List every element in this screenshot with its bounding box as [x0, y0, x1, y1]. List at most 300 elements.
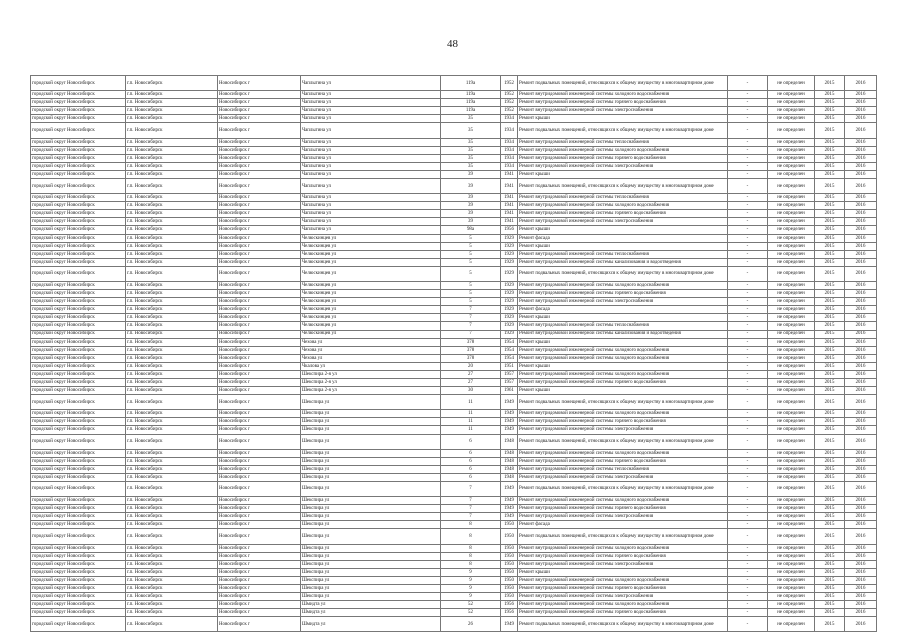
okrug-cell: городской округ Новосибирск [31, 250, 126, 258]
work-type-cell: Ремонт подвальных помещений, относящихся к общему имуществу в многоквартирном доме [518, 76, 728, 91]
city-cell: г.п. Новосибирск [126, 242, 218, 250]
locality-cell: Новосибирск г [218, 322, 301, 330]
work-type-cell: Ремонт внутридомовой инженерной системы горячего водоснабжения [518, 418, 728, 426]
volume-cell: - [728, 322, 768, 330]
street-cell: Челюскинцев ул [301, 314, 441, 322]
city-cell: г.п. Новосибирск [126, 513, 218, 521]
end-year-cell: 2016 [845, 362, 877, 370]
volume-cell: - [728, 234, 768, 242]
city-cell: г.п. Новосибирск [126, 314, 218, 322]
cost-cell: не определен [768, 298, 815, 306]
end-year-cell: 2016 [845, 298, 877, 306]
cost-cell: не определен [768, 194, 815, 202]
end-year-cell: 2016 [845, 123, 877, 138]
volume-cell: - [728, 146, 768, 154]
cost-cell: не определен [768, 290, 815, 298]
locality-cell: Новосибирск г [218, 138, 301, 146]
start-year-cell: 2015 [815, 497, 845, 505]
city-cell: г.п. Новосибирск [126, 609, 218, 617]
street-cell: Чаплыгина ул [301, 76, 441, 91]
table-row [31, 282, 877, 290]
locality-cell: Новосибирск г [218, 202, 301, 210]
build-year-cell: 1954 [501, 346, 518, 354]
build-year-cell: 1941 [501, 179, 518, 194]
work-type-cell: Ремонт внутридомовой инженерной системы теплоснабжения [518, 322, 728, 330]
okrug-cell: городской округ Новосибирск [31, 418, 126, 426]
okrug-cell: городской округ Новосибирск [31, 378, 126, 386]
end-year-cell: 2016 [845, 290, 877, 298]
work-type-cell: Ремонт крыши [518, 387, 728, 395]
house-number-cell: 39 [441, 218, 501, 226]
volume-cell: - [728, 76, 768, 91]
street-cell: Шекспира ул [301, 593, 441, 601]
table-row [31, 552, 877, 560]
city-cell: г.п. Новосибирск [126, 194, 218, 202]
okrug-cell: городской округ Новосибирск [31, 617, 126, 632]
end-year-cell: 2016 [845, 410, 877, 418]
build-year-cell: 1952 [501, 99, 518, 107]
build-year-cell: 1950 [501, 593, 518, 601]
locality-cell: Новосибирск г [218, 544, 301, 552]
locality-cell: Новосибирск г [218, 426, 301, 434]
table-row [31, 387, 877, 395]
house-number-cell: 5 [441, 258, 501, 266]
volume-cell: - [728, 418, 768, 426]
build-year-cell: 1929 [501, 258, 518, 266]
end-year-cell: 2016 [845, 465, 877, 473]
work-type-cell: Ремонт внутридомовой инженерной системы холодного водоснабжения [518, 91, 728, 99]
locality-cell: Новосибирск г [218, 99, 301, 107]
locality-cell: Новосибирск г [218, 242, 301, 250]
start-year-cell: 2015 [815, 138, 845, 146]
volume-cell: - [728, 465, 768, 473]
start-year-cell: 2015 [815, 426, 845, 434]
house-number-cell: 11 [441, 410, 501, 418]
build-year-cell: 1950 [501, 544, 518, 552]
start-year-cell: 2015 [815, 395, 845, 410]
city-cell: г.п. Новосибирск [126, 290, 218, 298]
locality-cell: Новосибирск г [218, 362, 301, 370]
house-number-cell: 378 [441, 346, 501, 354]
okrug-cell: городской округ Новосибирск [31, 210, 126, 218]
volume-cell: - [728, 218, 768, 226]
table-row [31, 330, 877, 338]
city-cell: г.п. Новосибирск [126, 497, 218, 505]
table-row [31, 449, 877, 457]
street-cell: Челюскинцев ул [301, 266, 441, 281]
table-row [31, 298, 877, 306]
street-cell: Челюскинцев ул [301, 242, 441, 250]
house-number-cell: 35 [441, 138, 501, 146]
end-year-cell: 2016 [845, 314, 877, 322]
okrug-cell: городской округ Новосибирск [31, 465, 126, 473]
table-row [31, 560, 877, 568]
volume-cell: - [728, 330, 768, 338]
volume-cell: - [728, 529, 768, 544]
work-type-cell: Ремонт крыши [518, 314, 728, 322]
start-year-cell: 2015 [815, 568, 845, 576]
okrug-cell: городской округ Новосибирск [31, 234, 126, 242]
start-year-cell: 2015 [815, 346, 845, 354]
start-year-cell: 2015 [815, 585, 845, 593]
start-year-cell: 2015 [815, 560, 845, 568]
work-type-cell: Ремонт внутридомовой инженерной системы холодного водоснабжения [518, 370, 728, 378]
city-cell: г.п. Новосибирск [126, 362, 218, 370]
build-year-cell: 1949 [501, 505, 518, 513]
volume-cell: - [728, 242, 768, 250]
build-year-cell: 1950 [501, 560, 518, 568]
start-year-cell: 2015 [815, 298, 845, 306]
start-year-cell: 2015 [815, 242, 845, 250]
cost-cell: не определен [768, 362, 815, 370]
table-row [31, 226, 877, 234]
volume-cell: - [728, 387, 768, 395]
city-cell: г.п. Новосибирск [126, 322, 218, 330]
house-number-cell: 5 [441, 234, 501, 242]
end-year-cell: 2016 [845, 395, 877, 410]
start-year-cell: 2015 [815, 226, 845, 234]
start-year-cell: 2015 [815, 194, 845, 202]
table-row [31, 457, 877, 465]
table-row [31, 521, 877, 529]
city-cell: г.п. Новосибирск [126, 306, 218, 314]
build-year-cell: 1934 [501, 138, 518, 146]
table-row [31, 154, 877, 162]
locality-cell: Новосибирск г [218, 457, 301, 465]
end-year-cell: 2016 [845, 162, 877, 170]
city-cell: г.п. Новосибирск [126, 505, 218, 513]
cost-cell: не определен [768, 146, 815, 154]
house-number-cell: 52 [441, 609, 501, 617]
end-year-cell: 2016 [845, 576, 877, 584]
volume-cell: - [728, 346, 768, 354]
table-row [31, 170, 877, 178]
locality-cell: Новосибирск г [218, 314, 301, 322]
build-year-cell: 1948 [501, 449, 518, 457]
work-type-cell: Ремонт внутридомовой инженерной системы горячего водоснабжения [518, 99, 728, 107]
table-row [31, 529, 877, 544]
table-row [31, 544, 877, 552]
locality-cell: Новосибирск г [218, 497, 301, 505]
okrug-cell: городской округ Новосибирск [31, 529, 126, 544]
start-year-cell: 2015 [815, 250, 845, 258]
start-year-cell: 2015 [815, 179, 845, 194]
build-year-cell: 1949 [501, 617, 518, 632]
end-year-cell: 2016 [845, 609, 877, 617]
end-year-cell: 2016 [845, 91, 877, 99]
build-year-cell: 1950 [501, 585, 518, 593]
end-year-cell: 2016 [845, 617, 877, 632]
work-type-cell: Ремонт внутридомовой инженерной системы электроснабжения [518, 107, 728, 115]
city-cell: г.п. Новосибирск [126, 338, 218, 346]
build-year-cell: 1956 [501, 226, 518, 234]
table-row [31, 242, 877, 250]
end-year-cell: 2016 [845, 505, 877, 513]
work-type-cell: Ремонт подвальных помещений, относящихся к общему имуществу в многоквартирном доме [518, 123, 728, 138]
volume-cell: - [728, 568, 768, 576]
house-number-cell: 119а [441, 76, 501, 91]
work-type-cell: Ремонт внутридомовой инженерной системы электроснабжения [518, 426, 728, 434]
start-year-cell: 2015 [815, 617, 845, 632]
cost-cell: не определен [768, 123, 815, 138]
build-year-cell: 1951 [501, 362, 518, 370]
end-year-cell: 2016 [845, 521, 877, 529]
okrug-cell: городской округ Новосибирск [31, 306, 126, 314]
okrug-cell: городской округ Новосибирск [31, 362, 126, 370]
work-type-cell: Ремонт внутридомовой инженерной системы горячего водоснабжения [518, 457, 728, 465]
okrug-cell: городской округ Новосибирск [31, 202, 126, 210]
city-cell: г.п. Новосибирск [126, 298, 218, 306]
okrug-cell: городской округ Новосибирск [31, 481, 126, 496]
table-row [31, 354, 877, 362]
city-cell: г.п. Новосибирск [126, 418, 218, 426]
house-number-cell: 5 [441, 266, 501, 281]
table-row [31, 601, 877, 609]
start-year-cell: 2015 [815, 418, 845, 426]
start-year-cell: 2015 [815, 258, 845, 266]
end-year-cell: 2016 [845, 513, 877, 521]
start-year-cell: 2015 [815, 457, 845, 465]
cost-cell: не определен [768, 234, 815, 242]
build-year-cell: 1948 [501, 465, 518, 473]
city-cell: г.п. Новосибирск [126, 107, 218, 115]
street-cell: Челюскинцев ул [301, 258, 441, 266]
table-row [31, 99, 877, 107]
locality-cell: Новосибирск г [218, 266, 301, 281]
locality-cell: Новосибирск г [218, 576, 301, 584]
start-year-cell: 2015 [815, 576, 845, 584]
build-year-cell: 1929 [501, 314, 518, 322]
street-cell: Чкалова ул [301, 362, 441, 370]
work-type-cell: Ремонт внутридомовой инженерной системы горячего водоснабжения [518, 210, 728, 218]
house-number-cell: 26 [441, 617, 501, 632]
street-cell: Чаплыгина ул [301, 170, 441, 178]
street-cell: Шекспира 2-я ул [301, 378, 441, 386]
city-cell: г.п. Новосибирск [126, 258, 218, 266]
house-number-cell: 8 [441, 529, 501, 544]
okrug-cell: городской округ Новосибирск [31, 314, 126, 322]
work-type-cell: Ремонт внутридомовой инженерной системы электроснабжения [518, 298, 728, 306]
okrug-cell: городской округ Новосибирск [31, 370, 126, 378]
cost-cell: не определен [768, 505, 815, 513]
locality-cell: Новосибирск г [218, 560, 301, 568]
house-number-cell: 6 [441, 434, 501, 449]
street-cell: Чехова ул [301, 346, 441, 354]
locality-cell: Новосибирск г [218, 378, 301, 386]
okrug-cell: городской округ Новосибирск [31, 290, 126, 298]
locality-cell: Новосибирск г [218, 593, 301, 601]
build-year-cell: 1929 [501, 330, 518, 338]
volume-cell: - [728, 378, 768, 386]
build-year-cell: 1929 [501, 266, 518, 281]
build-year-cell: 1929 [501, 298, 518, 306]
locality-cell: Новосибирск г [218, 226, 301, 234]
table-row [31, 410, 877, 418]
house-number-cell: 20 [441, 362, 501, 370]
city-cell: г.п. Новосибирск [126, 218, 218, 226]
locality-cell: Новосибирск г [218, 410, 301, 418]
build-year-cell: 1950 [501, 529, 518, 544]
city-cell: г.п. Новосибирск [126, 481, 218, 496]
table-row [31, 218, 877, 226]
cost-cell: не определен [768, 552, 815, 560]
table-row [31, 258, 877, 266]
work-type-cell: Ремонт крыши [518, 115, 728, 123]
locality-cell: Новосибирск г [218, 513, 301, 521]
city-cell: г.п. Новосибирск [126, 234, 218, 242]
okrug-cell: городской округ Новосибирск [31, 426, 126, 434]
end-year-cell: 2016 [845, 170, 877, 178]
okrug-cell: городской округ Новосибирск [31, 162, 126, 170]
street-cell: Чаплыгина ул [301, 91, 441, 99]
locality-cell: Новосибирск г [218, 306, 301, 314]
start-year-cell: 2015 [815, 354, 845, 362]
volume-cell: - [728, 410, 768, 418]
end-year-cell: 2016 [845, 99, 877, 107]
volume-cell: - [728, 179, 768, 194]
end-year-cell: 2016 [845, 346, 877, 354]
build-year-cell: 1941 [501, 194, 518, 202]
volume-cell: - [728, 544, 768, 552]
house-number-cell: 5 [441, 290, 501, 298]
volume-cell: - [728, 560, 768, 568]
cost-cell: не определен [768, 99, 815, 107]
table-row [31, 378, 877, 386]
street-cell: Шекспира ул [301, 481, 441, 496]
okrug-cell: городской округ Новосибирск [31, 544, 126, 552]
volume-cell: - [728, 138, 768, 146]
street-cell: Шекспира ул [301, 465, 441, 473]
work-type-cell: Ремонт внутридомовой инженерной системы электроснабжения [518, 593, 728, 601]
street-cell: Чаплыгина ул [301, 99, 441, 107]
house-number-cell: 9 [441, 593, 501, 601]
street-cell: Шекспира ул [301, 457, 441, 465]
house-number-cell: 119а [441, 99, 501, 107]
build-year-cell: 1934 [501, 154, 518, 162]
cost-cell: не определен [768, 593, 815, 601]
start-year-cell: 2015 [815, 282, 845, 290]
locality-cell: Новосибирск г [218, 481, 301, 496]
work-type-cell: Ремонт внутридомовой инженерной системы холодного водоснабжения [518, 601, 728, 609]
volume-cell: - [728, 306, 768, 314]
end-year-cell: 2016 [845, 330, 877, 338]
volume-cell: - [728, 473, 768, 481]
okrug-cell: городской округ Новосибирск [31, 593, 126, 601]
okrug-cell: городской округ Новосибирск [31, 552, 126, 560]
work-type-cell: Ремонт крыши [518, 362, 728, 370]
house-number-cell: 7 [441, 306, 501, 314]
street-cell: Чаплыгина ул [301, 202, 441, 210]
city-cell: г.п. Новосибирск [126, 123, 218, 138]
house-number-cell: 378 [441, 338, 501, 346]
start-year-cell: 2015 [815, 601, 845, 609]
table-row [31, 210, 877, 218]
locality-cell: Новосибирск г [218, 107, 301, 115]
house-number-cell: 7 [441, 322, 501, 330]
work-type-cell: Ремонт внутридомовой инженерной системы электроснабжения [518, 473, 728, 481]
build-year-cell: 1941 [501, 170, 518, 178]
table-row [31, 497, 877, 505]
work-type-cell: Ремонт внутридомовой инженерной системы холодного водоснабжения [518, 576, 728, 584]
volume-cell: - [728, 362, 768, 370]
work-type-cell: Ремонт подвальных помещений, относящихся к общему имуществу в многоквартирном доме [518, 617, 728, 632]
street-cell: Чаплыгина ул [301, 226, 441, 234]
build-year-cell: 1941 [501, 210, 518, 218]
table-row [31, 115, 877, 123]
build-year-cell: 1952 [501, 107, 518, 115]
locality-cell: Новосибирск г [218, 282, 301, 290]
house-number-cell: 39 [441, 179, 501, 194]
volume-cell: - [728, 202, 768, 210]
okrug-cell: городской округ Новосибирск [31, 322, 126, 330]
locality-cell: Новосибирск г [218, 330, 301, 338]
end-year-cell: 2016 [845, 138, 877, 146]
city-cell: г.п. Новосибирск [126, 395, 218, 410]
table-row [31, 418, 877, 426]
street-cell: Чаплыгина ул [301, 115, 441, 123]
okrug-cell: городской округ Новосибирск [31, 576, 126, 584]
okrug-cell: городской округ Новосибирск [31, 505, 126, 513]
house-number-cell: 8 [441, 544, 501, 552]
locality-cell: Новосибирск г [218, 154, 301, 162]
city-cell: г.п. Новосибирск [126, 346, 218, 354]
locality-cell: Новосибирск г [218, 434, 301, 449]
build-year-cell: 1934 [501, 123, 518, 138]
start-year-cell: 2015 [815, 434, 845, 449]
volume-cell: - [728, 226, 768, 234]
house-number-cell: 9 [441, 576, 501, 584]
start-year-cell: 2015 [815, 146, 845, 154]
volume-cell: - [728, 601, 768, 609]
volume-cell: - [728, 298, 768, 306]
street-cell: Чаплыгина ул [301, 162, 441, 170]
okrug-cell: городской округ Новосибирск [31, 218, 126, 226]
city-cell: г.п. Новосибирск [126, 434, 218, 449]
okrug-cell: городской округ Новосибирск [31, 242, 126, 250]
locality-cell: Новосибирск г [218, 234, 301, 242]
end-year-cell: 2016 [845, 250, 877, 258]
build-year-cell: 1934 [501, 146, 518, 154]
end-year-cell: 2016 [845, 418, 877, 426]
okrug-cell: городской округ Новосибирск [31, 354, 126, 362]
street-cell: Челюскинцев ул [301, 330, 441, 338]
work-type-cell: Ремонт внутридомовой инженерной системы горячего водоснабжения [518, 585, 728, 593]
locality-cell: Новосибирск г [218, 505, 301, 513]
locality-cell: Новосибирск г [218, 568, 301, 576]
street-cell: Шекспира ул [301, 521, 441, 529]
street-cell: Шекспира ул [301, 418, 441, 426]
city-cell: г.п. Новосибирск [126, 457, 218, 465]
city-cell: г.п. Новосибирск [126, 387, 218, 395]
street-cell: Чаплыгина ул [301, 218, 441, 226]
table-row [31, 568, 877, 576]
street-cell: Шекспира ул [301, 505, 441, 513]
cost-cell: не определен [768, 322, 815, 330]
start-year-cell: 2015 [815, 290, 845, 298]
house-number-cell: 11 [441, 418, 501, 426]
volume-cell: - [728, 314, 768, 322]
street-cell: Чаплыгина ул [301, 179, 441, 194]
table-row [31, 481, 877, 496]
house-number-cell: 5 [441, 242, 501, 250]
build-year-cell: 1949 [501, 395, 518, 410]
build-year-cell: 1952 [501, 76, 518, 91]
city-cell: г.п. Новосибирск [126, 552, 218, 560]
build-year-cell: 1941 [501, 218, 518, 226]
volume-cell: - [728, 481, 768, 496]
city-cell: г.п. Новосибирск [126, 250, 218, 258]
locality-cell: Новосибирск г [218, 170, 301, 178]
